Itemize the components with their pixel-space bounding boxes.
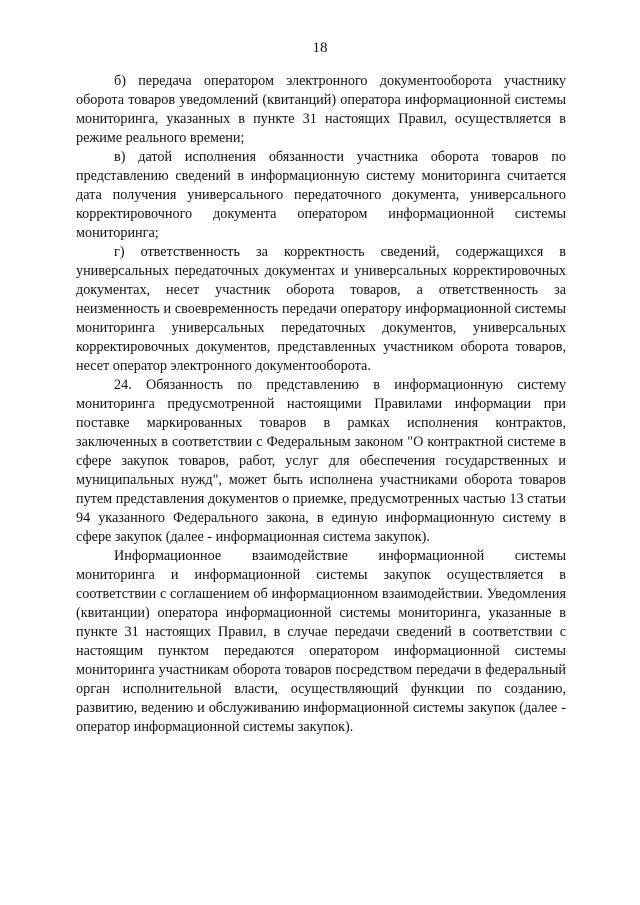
paragraph-v: в) датой исполнения обязанности участника оборота товаров по представлению сведений в информационную систему мониторинга считается дата получения универсального передаточного документа, универсального корректировочного документа оператором информационной системы мониторинга;	[76, 149, 566, 241]
paragraph-b: б) передача оператором электронного документооборота участнику оборота товаров уведомлений (квитанций) оператора информационной системы мониторинга, указанных в пункте 31 настоящих Правил, осуществляется в режиме реального времени;	[76, 73, 566, 146]
paragraph-interaction: Информационное взаимодействие информационной системы мониторинга и информационной системы закупок осуществляется в соответствии с соглашением об информационном взаимодействии. Уведомления (квитанции) оператора информационной системы мониторинга, указанные в пункте 31 настоящих Правил, в случае передачи сведений в соответствии с настоящим пунктом передаются оператором информационной системы мониторинга участникам оборота товаров посредством передачи в федеральный орган исполнительной власти, осуществляющий функции по созданию, развитию, ведению и обслуживанию информационной системы закупок (далее - оператор информационной системы закупок).	[76, 548, 566, 735]
paragraph-24: 24. Обязанность по представлению в информационную систему мониторинга предусмотренной настоящими Правилами информации при поставке маркированных товаров в рамках исполнения контрактов, заключенных в соответствии с Федеральным законом "О контрактной системе в сфере закупок товаров, работ, услуг для обеспечения государственных и муниципальных нужд", может быть исполнена участниками оборота товаров путем представления документов о приемке, предусмотренных частью 13 статьи 94 указанного Федерального закона, в единую информационную систему в сфере закупок (далее - информационная система закупок).	[76, 377, 566, 545]
paragraph-g: г) ответственность за корректность сведений, содержащихся в универсальных передаточных документах и универсальных корректировочных документах, несет участник оборота товаров, а ответственность за неизменность и своевременность передачи оператору информационной системы мониторинга универсальных передаточных документов, универсальных корректировочных документов, представленных участником оборота товаров, несет оператор электронного документооборота.	[76, 244, 566, 374]
document-body	[76, 72, 566, 737]
page-number: 18	[312, 40, 328, 56]
